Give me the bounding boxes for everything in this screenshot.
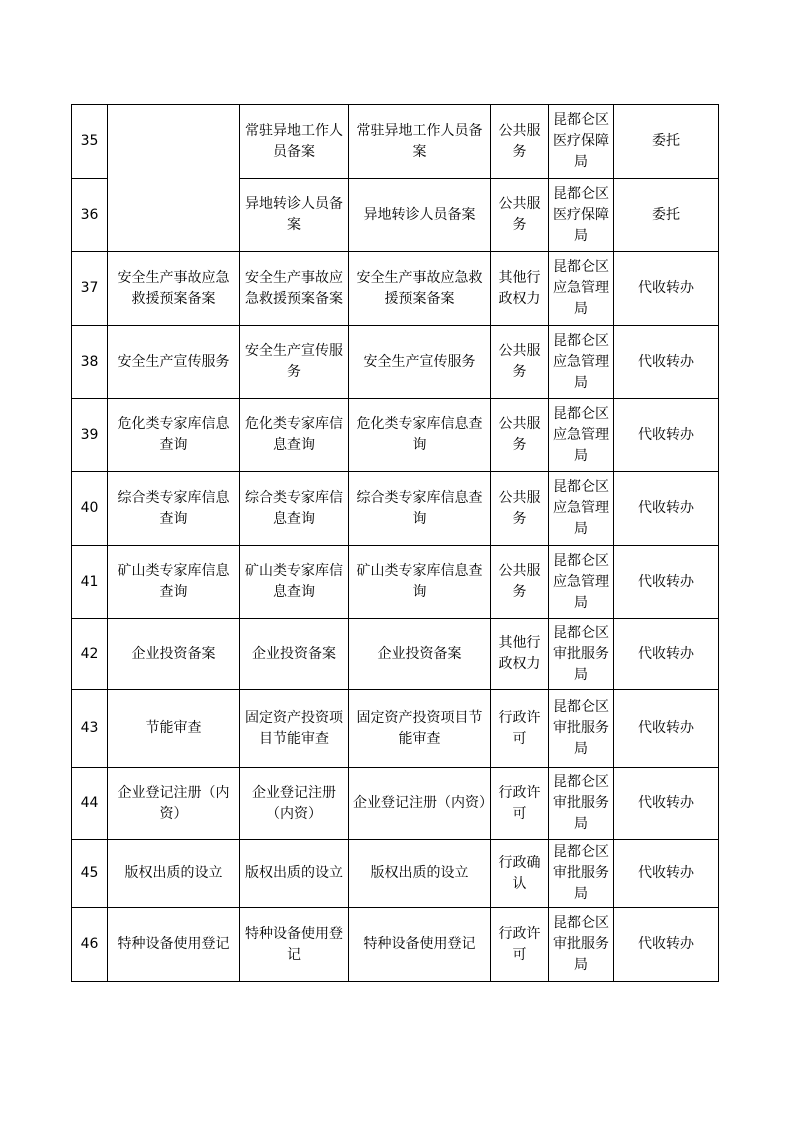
power-type: 公共服务 [491, 399, 549, 472]
table-row [72, 619, 719, 690]
row-number: 46 [72, 908, 108, 982]
handling-item-name: 企业登记注册（内资） [349, 768, 491, 840]
row-number: 44 [72, 768, 108, 840]
table-row [72, 252, 719, 326]
sub-item-name: 特种设备使用登记 [240, 908, 349, 982]
handling-item-name: 特种设备使用登记 [349, 908, 491, 982]
row-number: 37 [72, 252, 108, 326]
handling-mode: 代收转办 [614, 472, 719, 546]
power-type: 公共服务 [491, 326, 549, 399]
power-type: 其他行政权力 [491, 252, 549, 326]
table-row [72, 105, 719, 179]
power-type: 其他行政权力 [491, 619, 549, 690]
power-type: 行政确认 [491, 840, 549, 908]
row-number: 40 [72, 472, 108, 546]
power-type: 行政许可 [491, 908, 549, 982]
sub-item-name: 综合类专家库信息查询 [240, 472, 349, 546]
handling-mode: 委托 [614, 105, 719, 179]
item-name: 特种设备使用登记 [108, 908, 240, 982]
handling-item-name: 常驻异地工作人员备案 [349, 105, 491, 179]
department: 昆都仑区应急管理局 [549, 252, 614, 326]
row-number: 45 [72, 840, 108, 908]
handling-item-name: 安全生产宣传服务 [349, 326, 491, 399]
handling-item-name: 异地转诊人员备案 [349, 179, 491, 252]
power-type: 公共服务 [491, 105, 549, 179]
table-row [72, 326, 719, 399]
row-number: 41 [72, 546, 108, 619]
department: 昆都仑区医疗保障局 [549, 105, 614, 179]
item-name: 企业投资备案 [108, 619, 240, 690]
table-row [72, 399, 719, 472]
item-name: 矿山类专家库信息查询 [108, 546, 240, 619]
power-type: 公共服务 [491, 179, 549, 252]
power-type: 行政许可 [491, 768, 549, 840]
power-type: 公共服务 [491, 472, 549, 546]
row-number: 43 [72, 690, 108, 768]
item-name: 安全生产宣传服务 [108, 326, 240, 399]
table-row [72, 768, 719, 840]
row-number: 36 [72, 179, 108, 252]
handling-item-name: 综合类专家库信息查询 [349, 472, 491, 546]
handling-item-name: 危化类专家库信息查询 [349, 399, 491, 472]
table-row [72, 472, 719, 546]
department: 昆都仑区应急管理局 [549, 399, 614, 472]
handling-mode: 代收转办 [614, 326, 719, 399]
handling-mode: 代收转办 [614, 840, 719, 908]
handling-item-name: 版权出质的设立 [349, 840, 491, 908]
item-name [108, 105, 240, 252]
sub-item-name: 矿山类专家库信息查询 [240, 546, 349, 619]
handling-mode: 代收转办 [614, 252, 719, 326]
item-name: 安全生产事故应急救援预案备案 [108, 252, 240, 326]
item-name: 节能审查 [108, 690, 240, 768]
item-name: 综合类专家库信息查询 [108, 472, 240, 546]
item-name: 危化类专家库信息查询 [108, 399, 240, 472]
handling-mode: 委托 [614, 179, 719, 252]
department: 昆都仑区应急管理局 [549, 326, 614, 399]
sub-item-name: 常驻异地工作人员备案 [240, 105, 349, 179]
handling-mode: 代收转办 [614, 619, 719, 690]
row-number: 42 [72, 619, 108, 690]
handling-mode: 代收转办 [614, 690, 719, 768]
power-type: 公共服务 [491, 546, 549, 619]
handling-item-name: 安全生产事故应急救援预案备案 [349, 252, 491, 326]
sub-item-name: 版权出质的设立 [240, 840, 349, 908]
department: 昆都仑区审批服务局 [549, 908, 614, 982]
handling-mode: 代收转办 [614, 399, 719, 472]
item-name: 版权出质的设立 [108, 840, 240, 908]
sub-item-name: 企业投资备案 [240, 619, 349, 690]
table-row [72, 690, 719, 768]
sub-item-name: 危化类专家库信息查询 [240, 399, 349, 472]
handling-item-name: 矿山类专家库信息查询 [349, 546, 491, 619]
department: 昆都仑区审批服务局 [549, 690, 614, 768]
sub-item-name: 固定资产投资项目节能审查 [240, 690, 349, 768]
department: 昆都仑区应急管理局 [549, 472, 614, 546]
power-type: 行政许可 [491, 690, 549, 768]
table-row [72, 908, 719, 982]
sub-item-name: 安全生产宣传服务 [240, 326, 349, 399]
department: 昆都仑区应急管理局 [549, 546, 614, 619]
handling-item-name: 固定资产投资项目节能审查 [349, 690, 491, 768]
sub-item-name: 异地转诊人员备案 [240, 179, 349, 252]
handling-item-name: 企业投资备案 [349, 619, 491, 690]
department: 昆都仑区审批服务局 [549, 619, 614, 690]
row-number: 38 [72, 326, 108, 399]
service-items-table [71, 104, 719, 982]
sub-item-name: 企业登记注册（内资） [240, 768, 349, 840]
department: 昆都仑区审批服务局 [549, 840, 614, 908]
handling-mode: 代收转办 [614, 908, 719, 982]
row-number: 39 [72, 399, 108, 472]
department: 昆都仑区审批服务局 [549, 768, 614, 840]
table-row [72, 546, 719, 619]
table-row [72, 840, 719, 908]
item-name: 企业登记注册（内资） [108, 768, 240, 840]
handling-mode: 代收转办 [614, 546, 719, 619]
sub-item-name: 安全生产事故应急救援预案备案 [240, 252, 349, 326]
department: 昆都仑区医疗保障局 [549, 179, 614, 252]
row-number: 35 [72, 105, 108, 179]
handling-mode: 代收转办 [614, 768, 719, 840]
